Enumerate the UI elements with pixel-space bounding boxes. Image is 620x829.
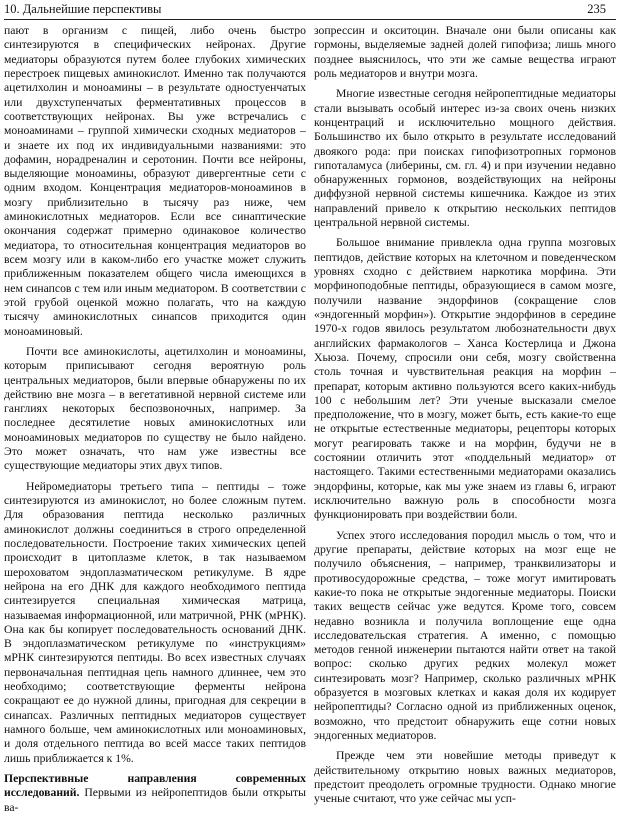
right-paragraph-5: Прежде чем эти новейшие методы приведут к действительному открытию новых важных медиаторов, предстоит преодолеть огромные трудности. Однако многие ученые считают, что уже сейчас мы усп- bbox=[314, 749, 616, 806]
right-paragraph-2: Многие известные сегодня нейропептидные медиаторы стали вызывать особый интерес из-за своих очень низких концентраций и исключительно мощного действия. Большинство их было открыто в результате исследований двоякого рода: при поисках гипофизотропных гормонов гипоталамуса (либерины, см. гл. 4) и при изучении недавно обнаруженных гормонов, воздействующих на нейроны диффузной нервной системы кишечника. Каждое из этих направлений привело к открытию нескольких пептидов центральной нервной системы. bbox=[314, 87, 616, 230]
left-paragraph-1: пают в организм с пищей, либо очень быстро синтезируются в специфических нейронах. Другие медиаторы образуются путем более глубоких химических перестроек пищевых аминокислот. Именно так получаются ацетилхолин и моноамины – в результате одностуенчатых или двухступенчатых ферментативных процессов в соответствующих нейронах. Вы уже встречались с моноаминами – группой химически сходных медиаторов – и знаете их под их индивидуальными названиями: это дофамин, норадреналин и серотонин. Почти все нейроны, выделяющие моноамины, образуют дивергентные сети с одним входом. Концентрация медиаторов-моноаминов в мозгу приблизительно в тысячу раз ниже, чем аминокислотных медиаторов. Если все синаптические окончания содержат примерно одинаковое количество медиатора, то относительная концентрация медиаторов во всем мозгу или в каком-либо его участке может служить приближенным показателем общего числа имеющихся в нем синапсов с тем или иным медиатором. В соответствии с этой грубой оценкой можно полагать, что на каждую тысячу аминокислотных синапсов приходится один моноаминовый. bbox=[4, 24, 306, 338]
right-paragraph-3: Большое внимание привлекла одна группа мозговых пептидов, действие которых на клеточном и поведенческом уровнях сходно с действием наркотика морфина. Эти морфиноподобные пептиды, образующиеся в самом мозге, получили название эндорфинов (сокращение слов «эндогенный морфин»). Открытие эндорфинов в середине 1970-х годов явилось результатом любознательности двух английских фармакологов – Ханса Костерлица и Джона Хьюза. Почему, спросили они себя, мозгу свойственна столь точная и чувствительная реакция на морфин – препарат, которым активно пользуются всего каких-нибудь 100 с небольшим лет? Эти ученые высказали смелое предположение, что в мозгу, может быть, есть какие-то еще не открытые естественные медиаторы, рецепторы которых могут реагировать также и на морфин, будучи не в состоянии отличить этот «поддельный медиатор» от настоящего. Такими естественными медиаторами оказались эндорфины, которые, как мы уже знаем из главы 6, играют исключительно важную роль в способности мозга функционировать при воздействии боли. bbox=[314, 236, 616, 522]
left-paragraph-2: Почти все аминокислоты, ацетилхолин и моноамины, которым приписывают сегодня вероятную роль центральных медиаторов, были впервые обнаружены по их действию вне мозга – в вегетативной нервной системе или ганглиях некоторых беспозвоночных, например. За последнее десятилетие новых аминокислотных или моноаминовых медиаторов по существу не было найдено. Это может означать, что нам уже известны все существующие медиаторы этих двух типов. bbox=[4, 344, 306, 473]
header-rule bbox=[4, 19, 616, 20]
right-paragraph-4: Успех этого исследования породил мысль о том, что и другие препараты, действие которых на мозг еще не получило объяснения, – например, транквилизаторы и противосудорожные средства, – тоже могут имитировать какие-то пока не открытые эндогенные медиаторы. Поиски таких веществ сейчас уже ведутся. Кроме того, совсем недавно возникла и получила воплощение еще одна исследовательская стратегия. А именно, с помощью методов генной инженерии пытаются найти ответ на такой вопрос: сколько других редких молекул может синтезировать мозг? Например, сколько различных мРНК образуется в мозговых клетках и какая доля их кодирует нейропептиды? Согласно одной из приближенных оценок, возможно, что предстоит обнаружить еще сотни новых эндогенных медиаторов. bbox=[314, 528, 616, 742]
left-column bbox=[4, 24, 306, 815]
left-paragraph-4 bbox=[4, 772, 306, 815]
page-header bbox=[4, 2, 616, 20]
right-column bbox=[314, 24, 616, 807]
right-paragraph-1: зопрессин и окситоцин. Вначале они были описаны как гормоны, выделяемые задней долей гипофиза; лишь много позднее выяснилось, что эти же самые вещества играют роль медиаторов и внутри мозга. bbox=[314, 24, 616, 80]
section-heading-continuation: Первыми из нейропептидов были открыты ва- bbox=[4, 786, 306, 814]
left-paragraph-3: Нейромедиаторы третьего типа – пептиды – тоже синтезируются из аминокислот, но более сложным путем. Для образования пептида несколько различных аминокислот должны соединиться в строго определенной последовательности. Построение таких химических цепей происходит в цитоплазме клеток, в так называемом шероховатом эндоплазматическом ретикулуме. В ядре нейрона на его ДНК для каждого необходимого пептида синтезируется специальная химическая матрица, называемая информационной, или матричной, РНК (мРНК). Она как бы копирует последовательность оснований ДНК. В эндоплазматическом ретикулуме по «инструкциям» мРНК синтезируются пептиды. Во всех известных случаях первоначальная пептидная цепь намного длиннее, чем это необходимо; соответствующие ферменты нейрона сокращают ее до нужной длины, пригодная для секреции в синапсах. Различных пептидных медиаторов существует намного больше, чем аминокислотных или моноаминовых, и доля отдельного пептида во всей массе таких пептидов лишь приближается к 1%. bbox=[4, 479, 306, 765]
chapter-title: 10. Дальнейшие перспективы bbox=[4, 2, 162, 16]
section-heading: Перспективные направления современных исследований. bbox=[4, 771, 306, 800]
page-number: 235 bbox=[587, 2, 606, 16]
